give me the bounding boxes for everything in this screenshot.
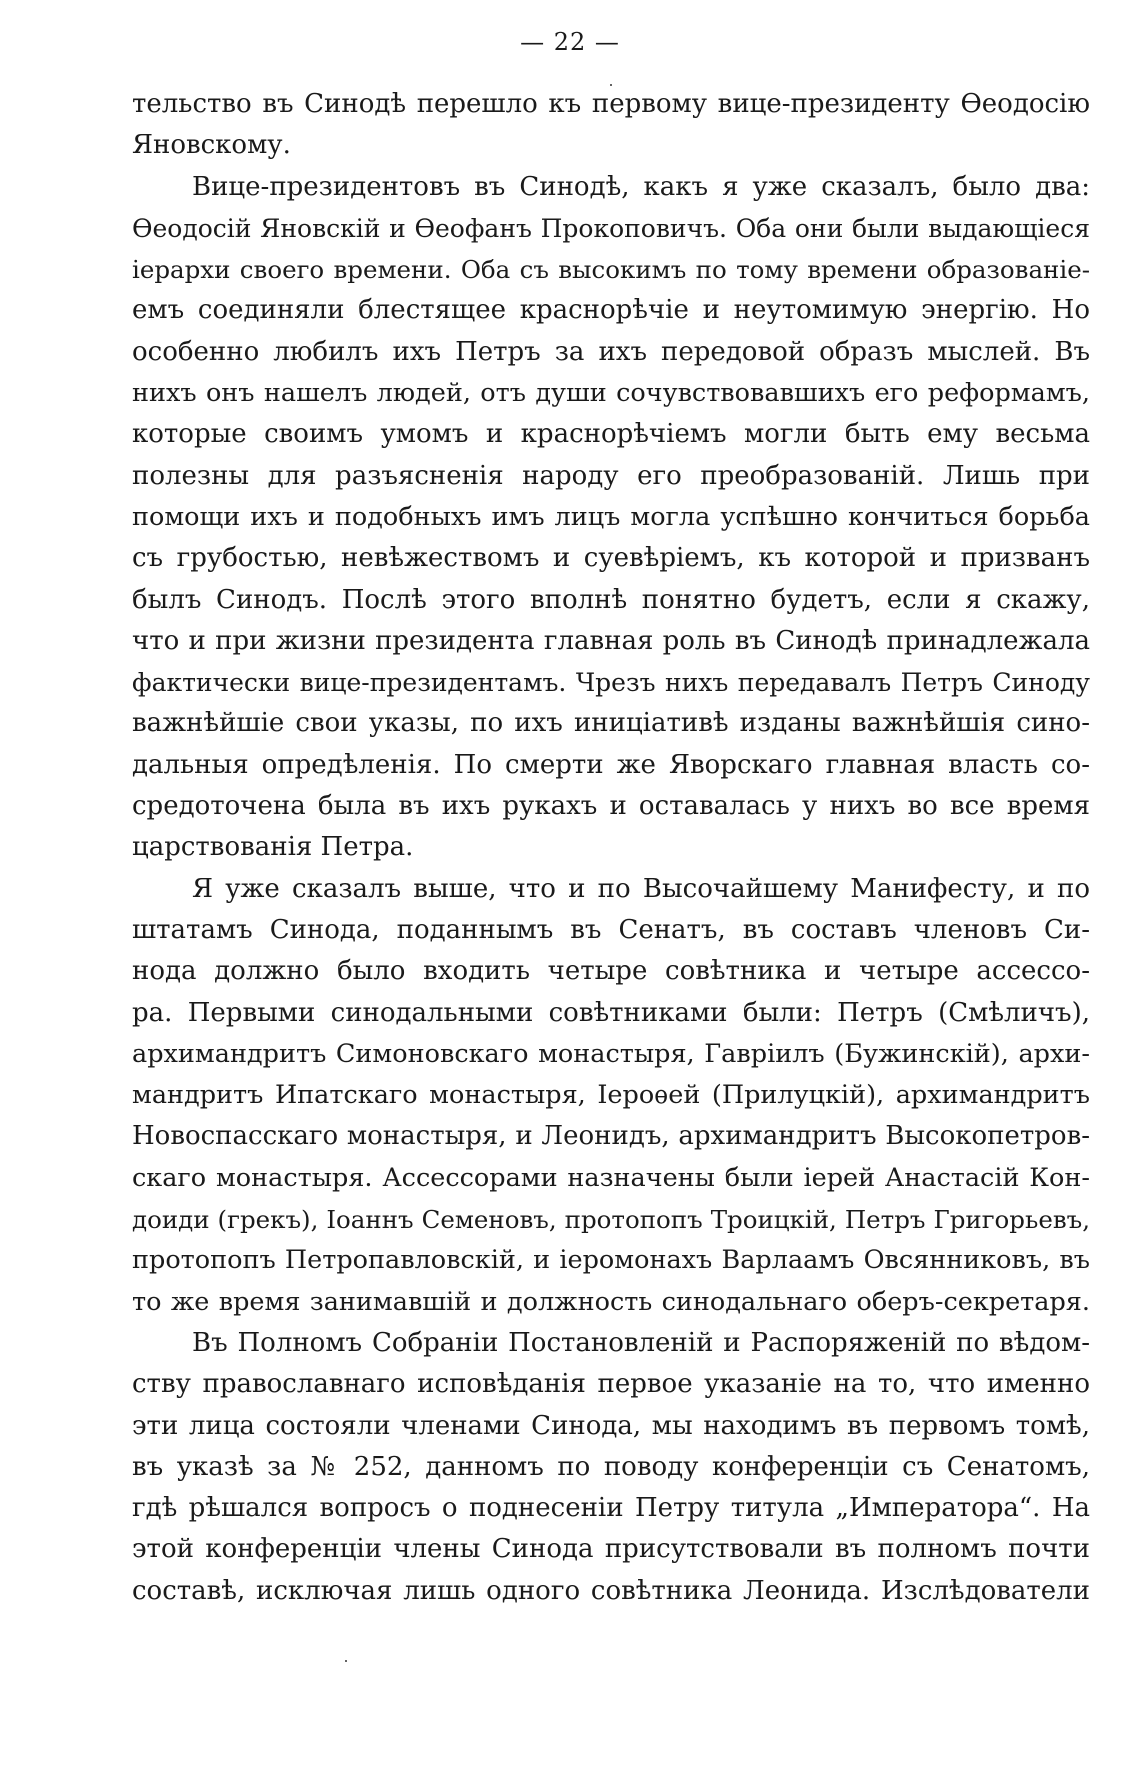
text-line: дальныя опредѣленія. По смерти же Яворскаго главная власть со-	[132, 749, 1090, 780]
text-line: въ указѣ за № 252, данномъ по поводу конференціи съ Сенатомъ,	[132, 1451, 1090, 1482]
text-line: важнѣйшіе свои указы, по ихъ иниціативѣ изданы важнѣйшія сино-	[132, 708, 1090, 739]
paragraph-4	[132, 1323, 1090, 1612]
text-line: то же время занимавшій и должность синодальнаго оберъ-секретаря.	[132, 1286, 1090, 1317]
text-line: особенно любилъ ихъ Петръ за ихъ передовой образъ мыслей. Въ	[132, 336, 1090, 367]
text-line: что и при жизни президента главная роль въ Синодѣ принадлежала	[132, 625, 1090, 656]
text-line: средоточена была въ ихъ рукахъ и оставалась у нихъ во все время	[132, 791, 1090, 822]
text-line: составѣ, исключая лишь одного совѣтника Леонида. Изслѣдователи	[132, 1575, 1090, 1606]
text-line: съ грубостью, невѣжествомъ и суевѣріемъ, къ которой и призванъ	[132, 543, 1090, 574]
text-line: этой конференціи члены Синода присутствовали въ полномъ почти	[132, 1534, 1090, 1565]
text-line: помощи ихъ и подобныхъ имъ лицъ могла успѣшно кончиться борьба	[132, 501, 1090, 532]
text-line: Яновскому.	[132, 130, 291, 161]
text-line: Въ Полномъ Собраніи Постановленій и Распоряженій по вѣдом-	[192, 1327, 1090, 1358]
text-line: нихъ онъ нашелъ людей, отъ души сочувствовавшихъ его реформамъ,	[132, 378, 1090, 409]
paragraph-2	[132, 167, 1090, 869]
text-line: тельство въ Синодѣ перешло къ первому вице-президенту Ѳеодосію	[132, 89, 1090, 119]
text-line: гдѣ рѣшался вопросъ о поднесеніи Петру титула „Императора“. На	[132, 1493, 1090, 1524]
text-line: ству православнаго исповѣданія первое указаніе на то, что именно	[132, 1369, 1090, 1400]
print-speck	[345, 1660, 347, 1662]
text-line: Я уже сказалъ выше, что и по Высочайшему Манифесту, и по	[192, 873, 1090, 904]
text-line: нода должно было входить четыре совѣтника и четыре ассессо-	[132, 956, 1090, 987]
page-number: — 22 —	[520, 28, 620, 56]
print-speck	[610, 84, 612, 86]
text-line: штатамъ Синода, поданнымъ въ Сенатъ, въ составъ членовъ Си-	[132, 914, 1090, 945]
body-text	[132, 84, 1090, 1612]
text-line: Вице-президентовъ въ Синодѣ, какъ я уже сказалъ, было два:	[192, 171, 1090, 202]
text-line: былъ Синодъ. Послѣ этого вполнѣ понятно будетъ, если я скажу,	[132, 584, 1090, 615]
text-line: емъ соединяли блестящее краснорѣчіе и неутомимую энергію. Но	[132, 295, 1090, 326]
text-line: ра. Первыми синодальными совѣтниками были: Петръ (Смѣличъ),	[132, 997, 1090, 1028]
text-line: Ѳеодосій Яновскій и Ѳеофанъ Прокоповичъ. Оба они были выдающіеся	[132, 213, 1090, 243]
text-line: фактически вице-президентамъ. Чрезъ нихъ передавалъ Петръ Синоду	[132, 668, 1090, 698]
text-line: протопопъ Петропавловскій, и іеромонахъ Варлаамъ Овсянниковъ, въ	[132, 1245, 1090, 1276]
text-line: которые своимъ умомъ и краснорѣчіемъ могли быть ему весьма	[132, 419, 1090, 450]
text-line: іерархи своего времени. Оба съ высокимъ по тому времени образованіе-	[132, 255, 1090, 285]
text-line: Новоспасскаго монастыря, и Леонидъ, архимандритъ Высокопетров-	[132, 1121, 1090, 1152]
text-line: доиди (грекъ), Іоаннъ Семеновъ, протопопъ Троицкій, Петръ Григорьевъ,	[132, 1205, 1090, 1235]
text-line: архимандритъ Симоновскаго монастыря, Гавріилъ (Бужинскій), архи-	[132, 1038, 1090, 1069]
text-line: скаго монастыря. Ассессорами назначены были іерей Анастасій Кон-	[132, 1162, 1090, 1193]
paragraph-3	[132, 869, 1090, 1323]
text-line: эти лица состояли членами Синода, мы находимъ въ первомъ томѣ,	[132, 1410, 1090, 1441]
text-line: царствованія Петра.	[132, 832, 414, 863]
text-line: мандритъ Ипатскаго монастыря, Іероѳей (Прилуцкій), архимандритъ	[132, 1080, 1090, 1111]
paragraph-1	[132, 84, 1090, 167]
text-line: полезны для разъясненія народу его преобразованій. Лишь при	[132, 460, 1090, 491]
